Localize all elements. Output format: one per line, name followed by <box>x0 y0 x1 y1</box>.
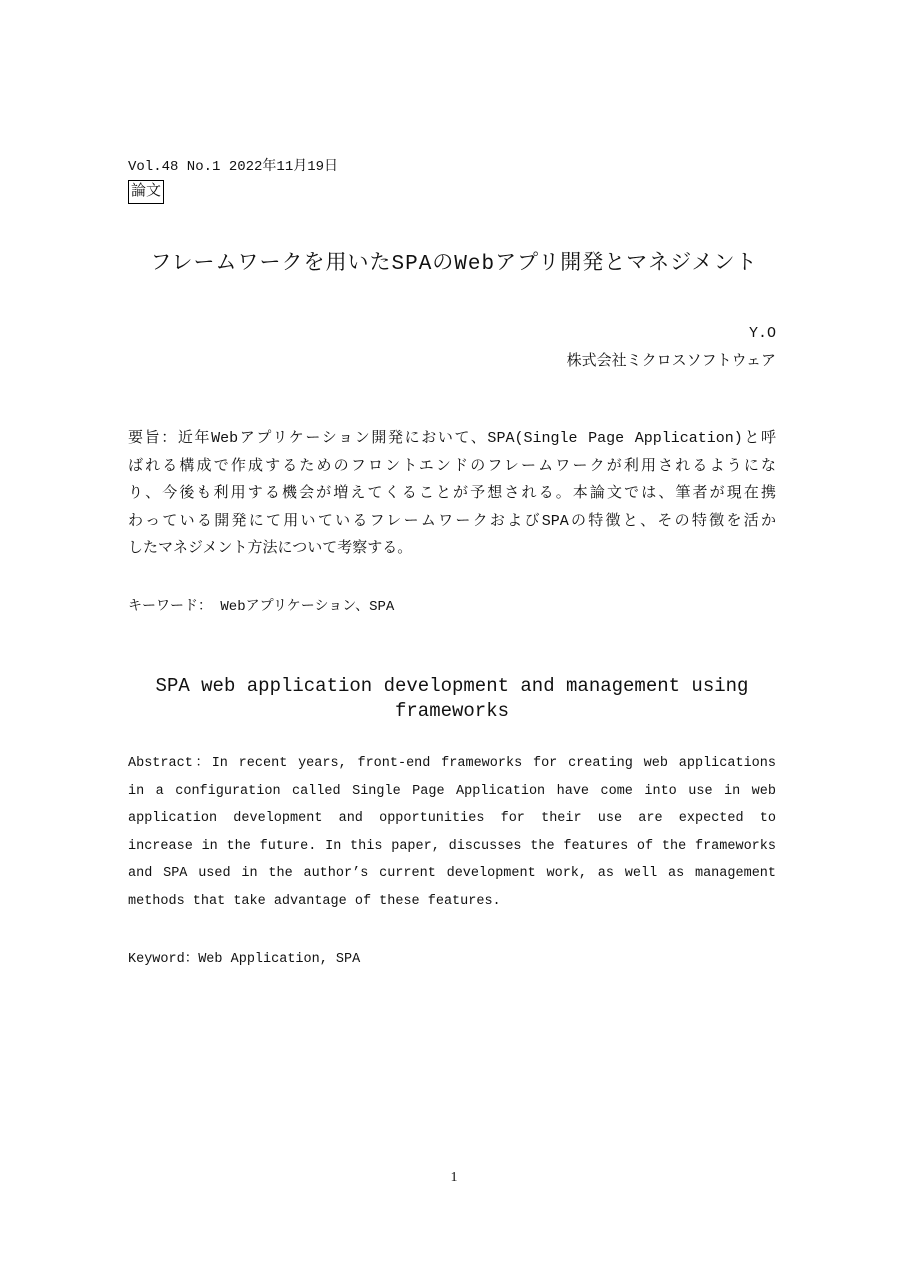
abstract-line: 要旨：近年Webアプリケーション開発において、SPA(Single Page Application)と呼 <box>128 430 776 447</box>
author-affiliation: 株式会社ミクロスソフトウェア <box>566 353 776 370</box>
page-number: 1 <box>450 1170 458 1185</box>
abstract-line: increase in the future. In this paper, discusses the features of the frameworks <box>128 838 776 854</box>
english-title <box>128 674 776 724</box>
abstract-line: わっている開発にて用いているフレームワークおよびSPAの特徴と、その特徴を活か <box>128 512 776 530</box>
journal-meta: Vol.48 No.1 2022年11月19日 <box>128 159 339 175</box>
abstract-line: り、今後も利用する機会が増えてくることが予想される。本論文では、筆者が現在携 <box>128 485 776 502</box>
author-name: Y.O <box>748 325 776 342</box>
author-block <box>567 320 776 376</box>
paper-title: フレームワークを用いたSPAのWebアプリ開発とマネジメント <box>150 253 758 276</box>
article-type-tag: 論文 <box>128 180 164 204</box>
abstract-japanese <box>128 427 776 565</box>
abstract-line: application development and opportunities for their use are expected to <box>128 811 776 826</box>
abstract-english <box>128 752 776 917</box>
abstract-line: Abstract：In recent years, front-end frameworks for creating web applications <box>128 756 776 771</box>
abstract-line: and SPA used in the author’s current development work, as well as management <box>128 866 776 881</box>
keywords-japanese: キーワード： Webアプリケーション、SPA <box>128 599 395 615</box>
english-title-line: SPA web application development and management using <box>155 675 749 697</box>
english-title-line: frameworks <box>394 700 510 722</box>
abstract-line: in a configuration called Single Page Application have come into use in web <box>128 783 776 799</box>
abstract-line: methods that take advantage of these features. <box>128 893 501 909</box>
abstract-line: ばれる構成で作成するためのフロントエンドのフレームワークが利用されるようにな <box>128 457 776 475</box>
keywords-english: Keyword：Web Application, SPA <box>128 952 361 967</box>
abstract-line: したマネジメント方法について考察する。 <box>128 540 413 557</box>
